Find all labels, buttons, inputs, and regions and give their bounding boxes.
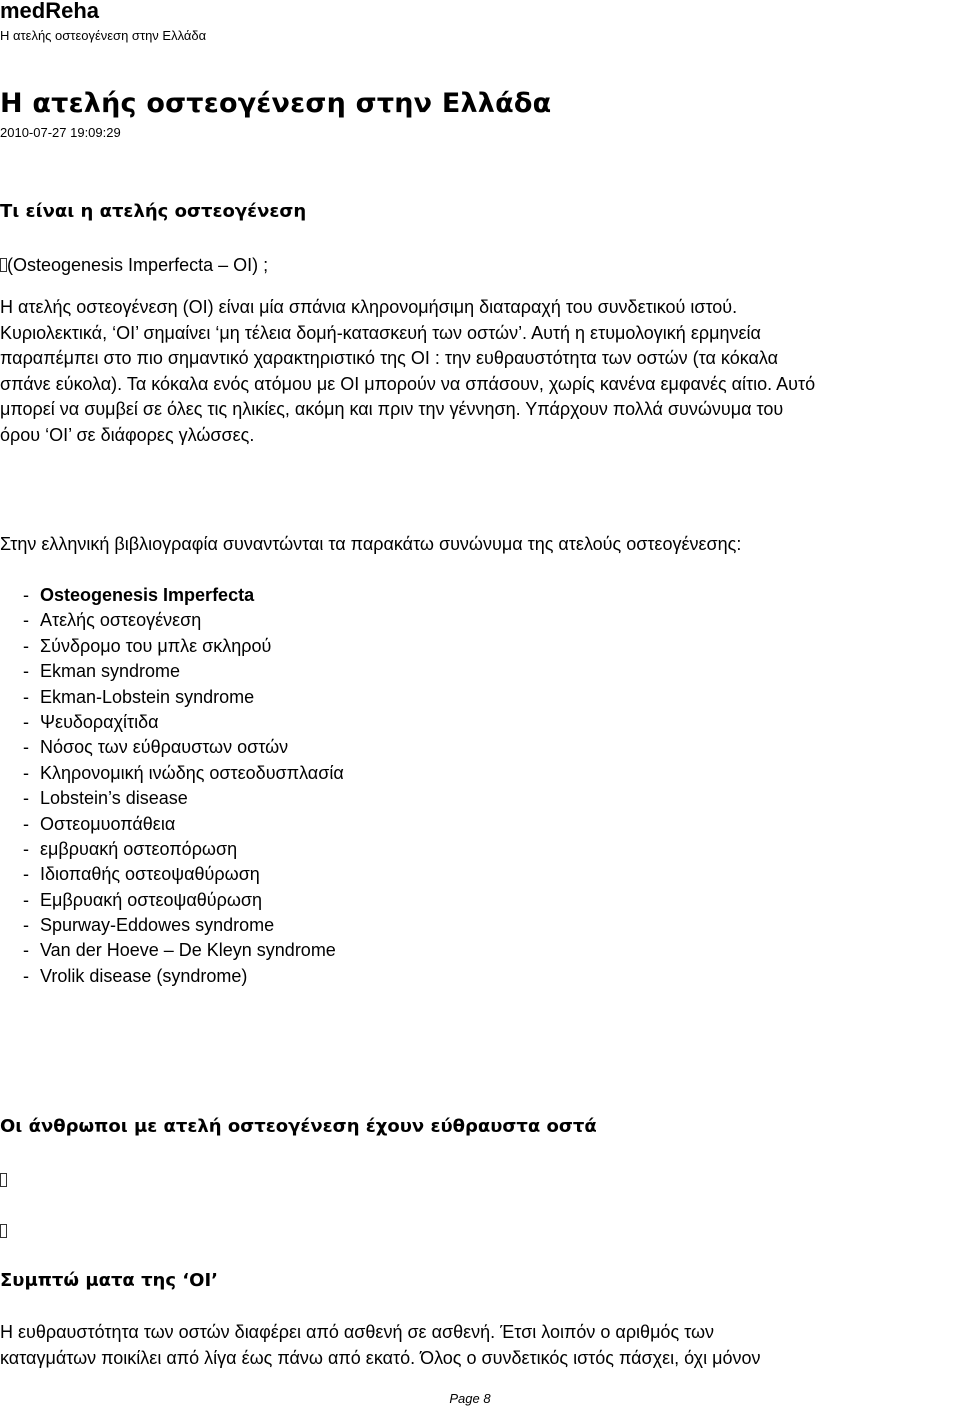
list-item (0, 583, 344, 608)
list-dash: - (23, 838, 29, 859)
list-item-text: Εμβρυακή οστεοψαθύρωση (40, 889, 263, 910)
list-item-text: Ψευδοραχίτιδα (40, 711, 159, 732)
list-item (0, 938, 344, 963)
list-item (0, 685, 344, 710)
list-dash: - (23, 864, 29, 885)
page-number: Page 8 (449, 1391, 491, 1406)
list-item-text: Spurway-Eddowes syndrome (40, 915, 275, 936)
list-dash: - (23, 915, 29, 936)
list-item (0, 608, 344, 633)
paragraph-line: Η ατελής οστεογένεση (OI) είναι μία σπάνια κληρονομήσιμη διαταραχή του συνδετικού ιστού. (0, 297, 738, 317)
list-item-text: Ekman syndrome (40, 661, 181, 682)
list-item-text: Van der Hoeve – De Kleyn syndrome (40, 940, 336, 961)
list-item (0, 888, 344, 913)
list-dash: - (23, 788, 29, 809)
list-item (0, 786, 344, 811)
list-item (0, 913, 344, 938)
list-item (0, 634, 344, 659)
list-item-text: Ekman-Lobstein syndrome (40, 686, 255, 707)
section-heading-what-is-oi: Τι είναι η ατελής οστεογένεση (0, 201, 307, 222)
list-dash: - (23, 711, 29, 732)
symptoms-paragraph (0, 1320, 958, 1371)
list-dash: - (23, 762, 29, 783)
list-item-text: εμβρυακή οστεοπόρωση (40, 838, 238, 859)
paragraph-line: παραπέμπει στο πιο σημαντικό χαρακτηριστικό της OI : την ευθραυστότητα των οστών (τα κόκαλα (0, 348, 779, 368)
paragraph-line: καταγμάτων ποικίλει από λίγα έως πάνω από εκατό. Όλος ο συνδετικός ιστός πάσχει, όχι μόνον (0, 1347, 761, 1368)
paragraph-line: σπάνε εύκολα). Τα κόκαλα ενός ατόμου με OI μπορούν να σπάσουν, χωρίς κανένα εμφανές αίτιο. Αυτό (0, 373, 816, 394)
breadcrumb[interactable]: Η ατελής οστεογένεση στην Ελλάδα (0, 28, 207, 43)
synonyms-list (0, 583, 344, 989)
missing-glyph-icon (0, 258, 7, 272)
list-item-text: Κληρονομική ινώδης οστεοδυσπλασία (40, 762, 344, 783)
list-dash: - (23, 635, 29, 656)
section-heading-fragile-bones: Οι άνθρωποι με ατελή οστεογένεση έχουν εύθραυστα οστά (0, 1116, 597, 1137)
list-item-text: Σύνδρομο του μπλε σκληρού (40, 635, 272, 656)
section-heading-symptoms: Συμπτώ ματα της ‘OI’ (0, 1270, 218, 1291)
list-item (0, 837, 344, 862)
list-item-text: Osteogenesis Imperfecta (40, 585, 255, 605)
list-dash: - (23, 813, 29, 834)
list-dash: - (23, 737, 29, 758)
list-item (0, 735, 344, 760)
list-dash: - (23, 965, 29, 986)
subheading-text: (Osteogenesis Imperfecta – OI) ; (7, 255, 269, 275)
list-item (0, 710, 344, 735)
list-item (0, 659, 344, 684)
publish-date: 2010-07-27 19:09:29 (0, 125, 121, 140)
list-item-text: Νόσος των εύθραυστων οστών (40, 737, 289, 758)
list-item (0, 862, 344, 887)
list-item (0, 761, 344, 786)
paragraph-line: μπορεί να συμβεί σε όλες τις ηλικίες, ακόμη και πριν την γέννηση. Υπάρχουν πολλά συνώνυμα του (0, 399, 784, 419)
synonyms-intro: Στην ελληνική βιβλιογραφία συναντώνται τα παρακάτω συνώνυμα της ατελούς οστεογένεσης: (0, 534, 742, 554)
missing-image-placeholder (0, 1173, 7, 1191)
list-dash: - (23, 686, 29, 707)
list-dash: - (23, 585, 29, 605)
missing-glyph-icon (0, 1224, 7, 1238)
site-name[interactable]: medReha (0, 0, 100, 23)
list-dash: - (23, 610, 29, 631)
list-dash: - (23, 661, 29, 682)
missing-image-placeholder (0, 1224, 7, 1242)
paragraph-line: όρου ‘OI’ σε διάφορες γλώσσες. (0, 424, 255, 445)
page-title: Η ατελής οστεογένεση στην Ελλάδα (0, 88, 552, 119)
list-dash: - (23, 940, 29, 961)
missing-glyph-icon (0, 1173, 7, 1187)
list-item-text: Lobstein’s disease (40, 788, 188, 809)
list-item-text: Ιδιοπαθής οστεοψαθύρωση (40, 864, 260, 885)
list-dash: - (23, 889, 29, 910)
section-subheading-oi (0, 253, 268, 278)
list-item-text: Ατελής οστεογένεση (40, 610, 202, 631)
paragraph-line: Η ευθραυστότητα των οστών διαφέρει από ασθενή σε ασθενή. Έτσι λοιπόν ο αριθμός των (0, 1322, 715, 1342)
list-item (0, 812, 344, 837)
list-item-text: Οστεομυοπάθεια (40, 813, 176, 834)
intro-paragraph (0, 295, 958, 448)
list-item (0, 964, 344, 989)
paragraph-line: Κυριολεκτικά, ‘OI’ σημαίνει ‘μη τέλεια δομή-κατασκευή των οστών’. Αυτή η ετυμολογική ερμηνεία (0, 322, 761, 343)
list-item-text: Vrolik disease (syndrome) (40, 965, 248, 986)
